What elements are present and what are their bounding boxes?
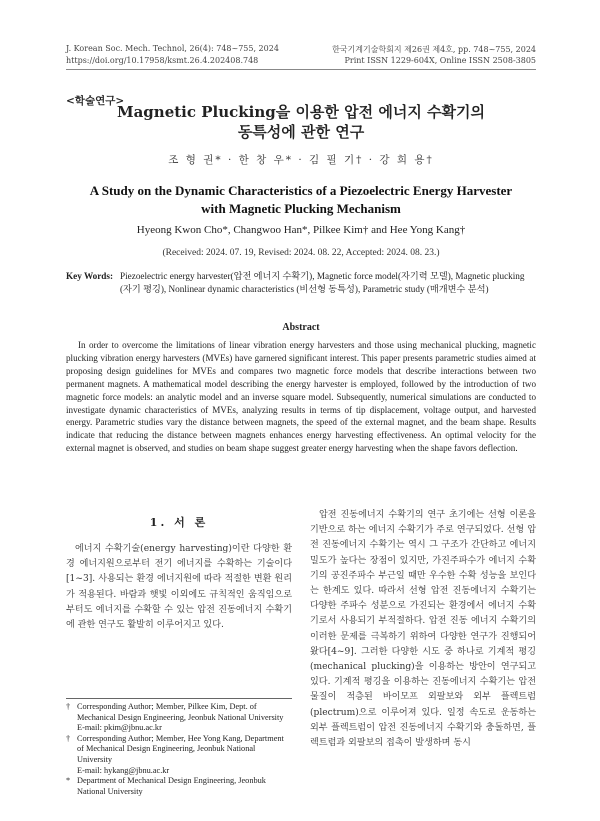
abstract-text: In order to overcome the limitations of linear vibration energy harvesters and those using mechanical plucking, magnetic plucking vibration energy harvesters (MVEs) have garnered significant interest. This paper presents parametric studies aimed at proposing design guidelines for MVEs and compares two magnetic force models that describe interactions between two permanent magnets. A mathematical model describing the energy harvester is employed, followed by the introduction of two magnetic force models: an analytic model and an inverse square model. Subsequently, numerical simulations are conducted to investigate dynamic characteristics of MVEs, analyzing results in terms of tip displacement, voltage output, and harvested energy. Parametric studies vary the distance between magnets, the speed of the external magnet, and the beam shape. Results indicate that reducing the distance between magnets enhances energy harvesting effectiveness. An optimal velocity for the external magnet is observed, and studies on beam shape suggest greater energy harvesting when the shape favors deflection. bbox=[66, 340, 536, 454]
right-column bbox=[310, 508, 536, 751]
keywords-label: Key Words: bbox=[66, 271, 114, 281]
section-1-title: 1. 서 론 bbox=[149, 516, 209, 529]
footnote-mark: † bbox=[66, 733, 71, 743]
footnote-text: Corresponding Author; Member, Hee Yong Kang, Department of Mechanical Design Engineering, Jeonbuk National University bbox=[77, 733, 284, 764]
keywords-text: Piezoelectric energy harvester(압전 에너지 수확기), Magnetic force model(자기력 모델), Magnetic plucking (자기 평깅), Nonlinear dynamic characteristics (비선형 동특성), Parametric study (매개변수 분석) bbox=[120, 271, 525, 294]
intro-paragraph-left: 에너지 수확기술(energy harvesting)이란 다양한 환경 에너지원으로부터 전기 에너지를 수확하는 기술이다[1~3]. 사용되는 환경 에너지원에 따라 적절한 변환 원리가 적용된다. 바람과 햇빛 이외에도 규칙적인 움직임으로부터도 에너지를 수확할 수 있는 압전 진동에너지 수확기에 관한 연구도 활발히 이루어지고 있다. bbox=[66, 544, 292, 631]
footnote-mark: * bbox=[66, 776, 71, 786]
doi-link[interactable]: https://doi.org/10.17958/ksmt.26.4.202408.748 bbox=[66, 56, 259, 65]
korean-title-line1: Magnetic Plucking을 이용한 압전 에너지 수확기의 bbox=[116, 103, 485, 121]
footnote-text[interactable]: E-mail: pkim@jbnu.ac.kr bbox=[77, 723, 162, 733]
footnotes bbox=[66, 702, 292, 797]
section-tag: <학술연구> bbox=[66, 95, 125, 107]
footnote-corresponding-2 bbox=[66, 734, 292, 766]
footnote-email-2[interactable] bbox=[66, 766, 292, 777]
english-authors: Hyeong Kwon Cho*, Changwoo Han*, Pilkee Kim† and Hee Yong Kang† bbox=[136, 224, 466, 236]
footnote-text: Department of Mechanical Design Engineering, Jeonbuk National University bbox=[77, 776, 266, 796]
footnote-affiliation bbox=[66, 776, 292, 797]
issn-info: Print ISSN 1229-604X, Online ISSN 2508-3805 bbox=[344, 56, 536, 65]
korean-authors: 조 형 권* · 한 창 우* · 김 필 기† · 강 희 용† bbox=[168, 154, 434, 166]
abstract-heading: Abstract bbox=[282, 322, 320, 333]
english-title-line2: with Magnetic Plucking Mechanism bbox=[201, 201, 401, 216]
korean-title-line2: 동특성에 관한 연구 bbox=[237, 123, 365, 141]
header-rule bbox=[66, 69, 536, 70]
left-column bbox=[66, 508, 292, 633]
footnote-email-1[interactable] bbox=[66, 723, 292, 734]
journal-citation-right: 한국기계기술학회지 제26권 제4호, pp. 748~755, 2024 bbox=[332, 45, 536, 54]
footnote-text: Corresponding Author; Member, Pilkee Kim, Dept. of Mechanical Design Engineering, Jeonbuk National University bbox=[77, 702, 284, 722]
english-title-line1: A Study on the Dynamic Characteristics of a Piezoelectric Energy Harvester bbox=[89, 183, 513, 198]
journal-citation-left: J. Korean Soc. Mech. Technol, 26(4): 748~755, 2024 bbox=[66, 44, 279, 53]
footnote-mark: † bbox=[66, 702, 71, 711]
footnote-corresponding-1 bbox=[66, 702, 292, 723]
received-dates: (Received: 2024. 07. 19, Revised: 2024. 08. 22, Accepted: 2024. 08. 23.) bbox=[162, 248, 440, 258]
footnote-text[interactable]: E-mail: hykang@jbnu.ac.kr bbox=[77, 765, 170, 775]
footnote-rule bbox=[66, 698, 292, 699]
intro-paragraph-right: 압전 진동에너지 수확기의 연구 초기에는 선형 이론을 기반으로 하는 에너지 수확기가 주로 연구되었다. 선형 압전 진동에너지 수확기는 역시 그 구조가 간단하고 에너지밀도가 높다는 장점이 있지만, 가진주파수가 에너지 수확기의 공진주파수 부근일 때만 우수한 수확 성능을 보인다는 한계도 있다. 따라서 선형 압전 진동에너지 수확기는 다양한 주파수 성분으로 가진되는 환경에서 에너지 수확기로서 사용되기 부적절하다. 압전 진동 에너지 수확기의 이러한 문제를 극복하기 위하여 다양한 연구가 진행되어 왔다[4~9]. 그러한 다양한 시도 중 하나로 기계적 평깅(mechanical plucking)을 이용하는 방안이 연구되고 있다. 기계적 평깅을 이용하는 진동에너지 수확기는 압전물질이 적층된 바이모프 외팔보와 외부 플렉트럼(plectrum)으로 이루어져 있다. 일정 속도로 운동하는 외부 플렉트럼이 압전 진동에너지 수확기와 충돌하면, 플렉트럼과 외팔보의 접촉이 발생하며 동시 bbox=[310, 510, 536, 749]
